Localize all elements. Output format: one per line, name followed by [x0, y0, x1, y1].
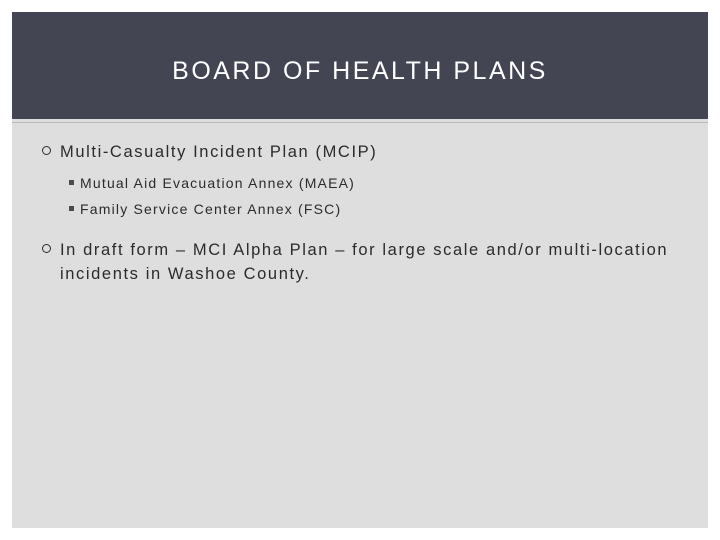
title-divider: [12, 122, 708, 123]
sub-bullet-fsc: [42, 196, 682, 222]
sub-bullet-maea-text: Mutual Aid Evacuation Annex (MAEA): [80, 175, 356, 191]
sub-bullet-maea: [42, 170, 682, 196]
bullet-draft-text: In draft form – MCI Alpha Plan – for large scale and/or multi-location incidents in Washoe County.: [60, 241, 669, 283]
slide-content: [42, 140, 682, 286]
slide: [12, 12, 708, 528]
square-bullet-icon: [69, 206, 74, 211]
slide-title: BOARD OF HEALTH PLANS: [172, 57, 548, 85]
title-bar: [12, 12, 708, 119]
hollow-circle-icon: [42, 146, 51, 155]
bullet-draft: [42, 238, 682, 286]
bullet-mcip-text: Multi-Casualty Incident Plan (MCIP): [60, 143, 378, 161]
square-bullet-icon: [69, 180, 74, 185]
bullet-mcip: [42, 140, 682, 164]
sub-bullet-fsc-text: Family Service Center Annex (FSC): [80, 201, 342, 217]
hollow-circle-icon: [42, 244, 51, 253]
